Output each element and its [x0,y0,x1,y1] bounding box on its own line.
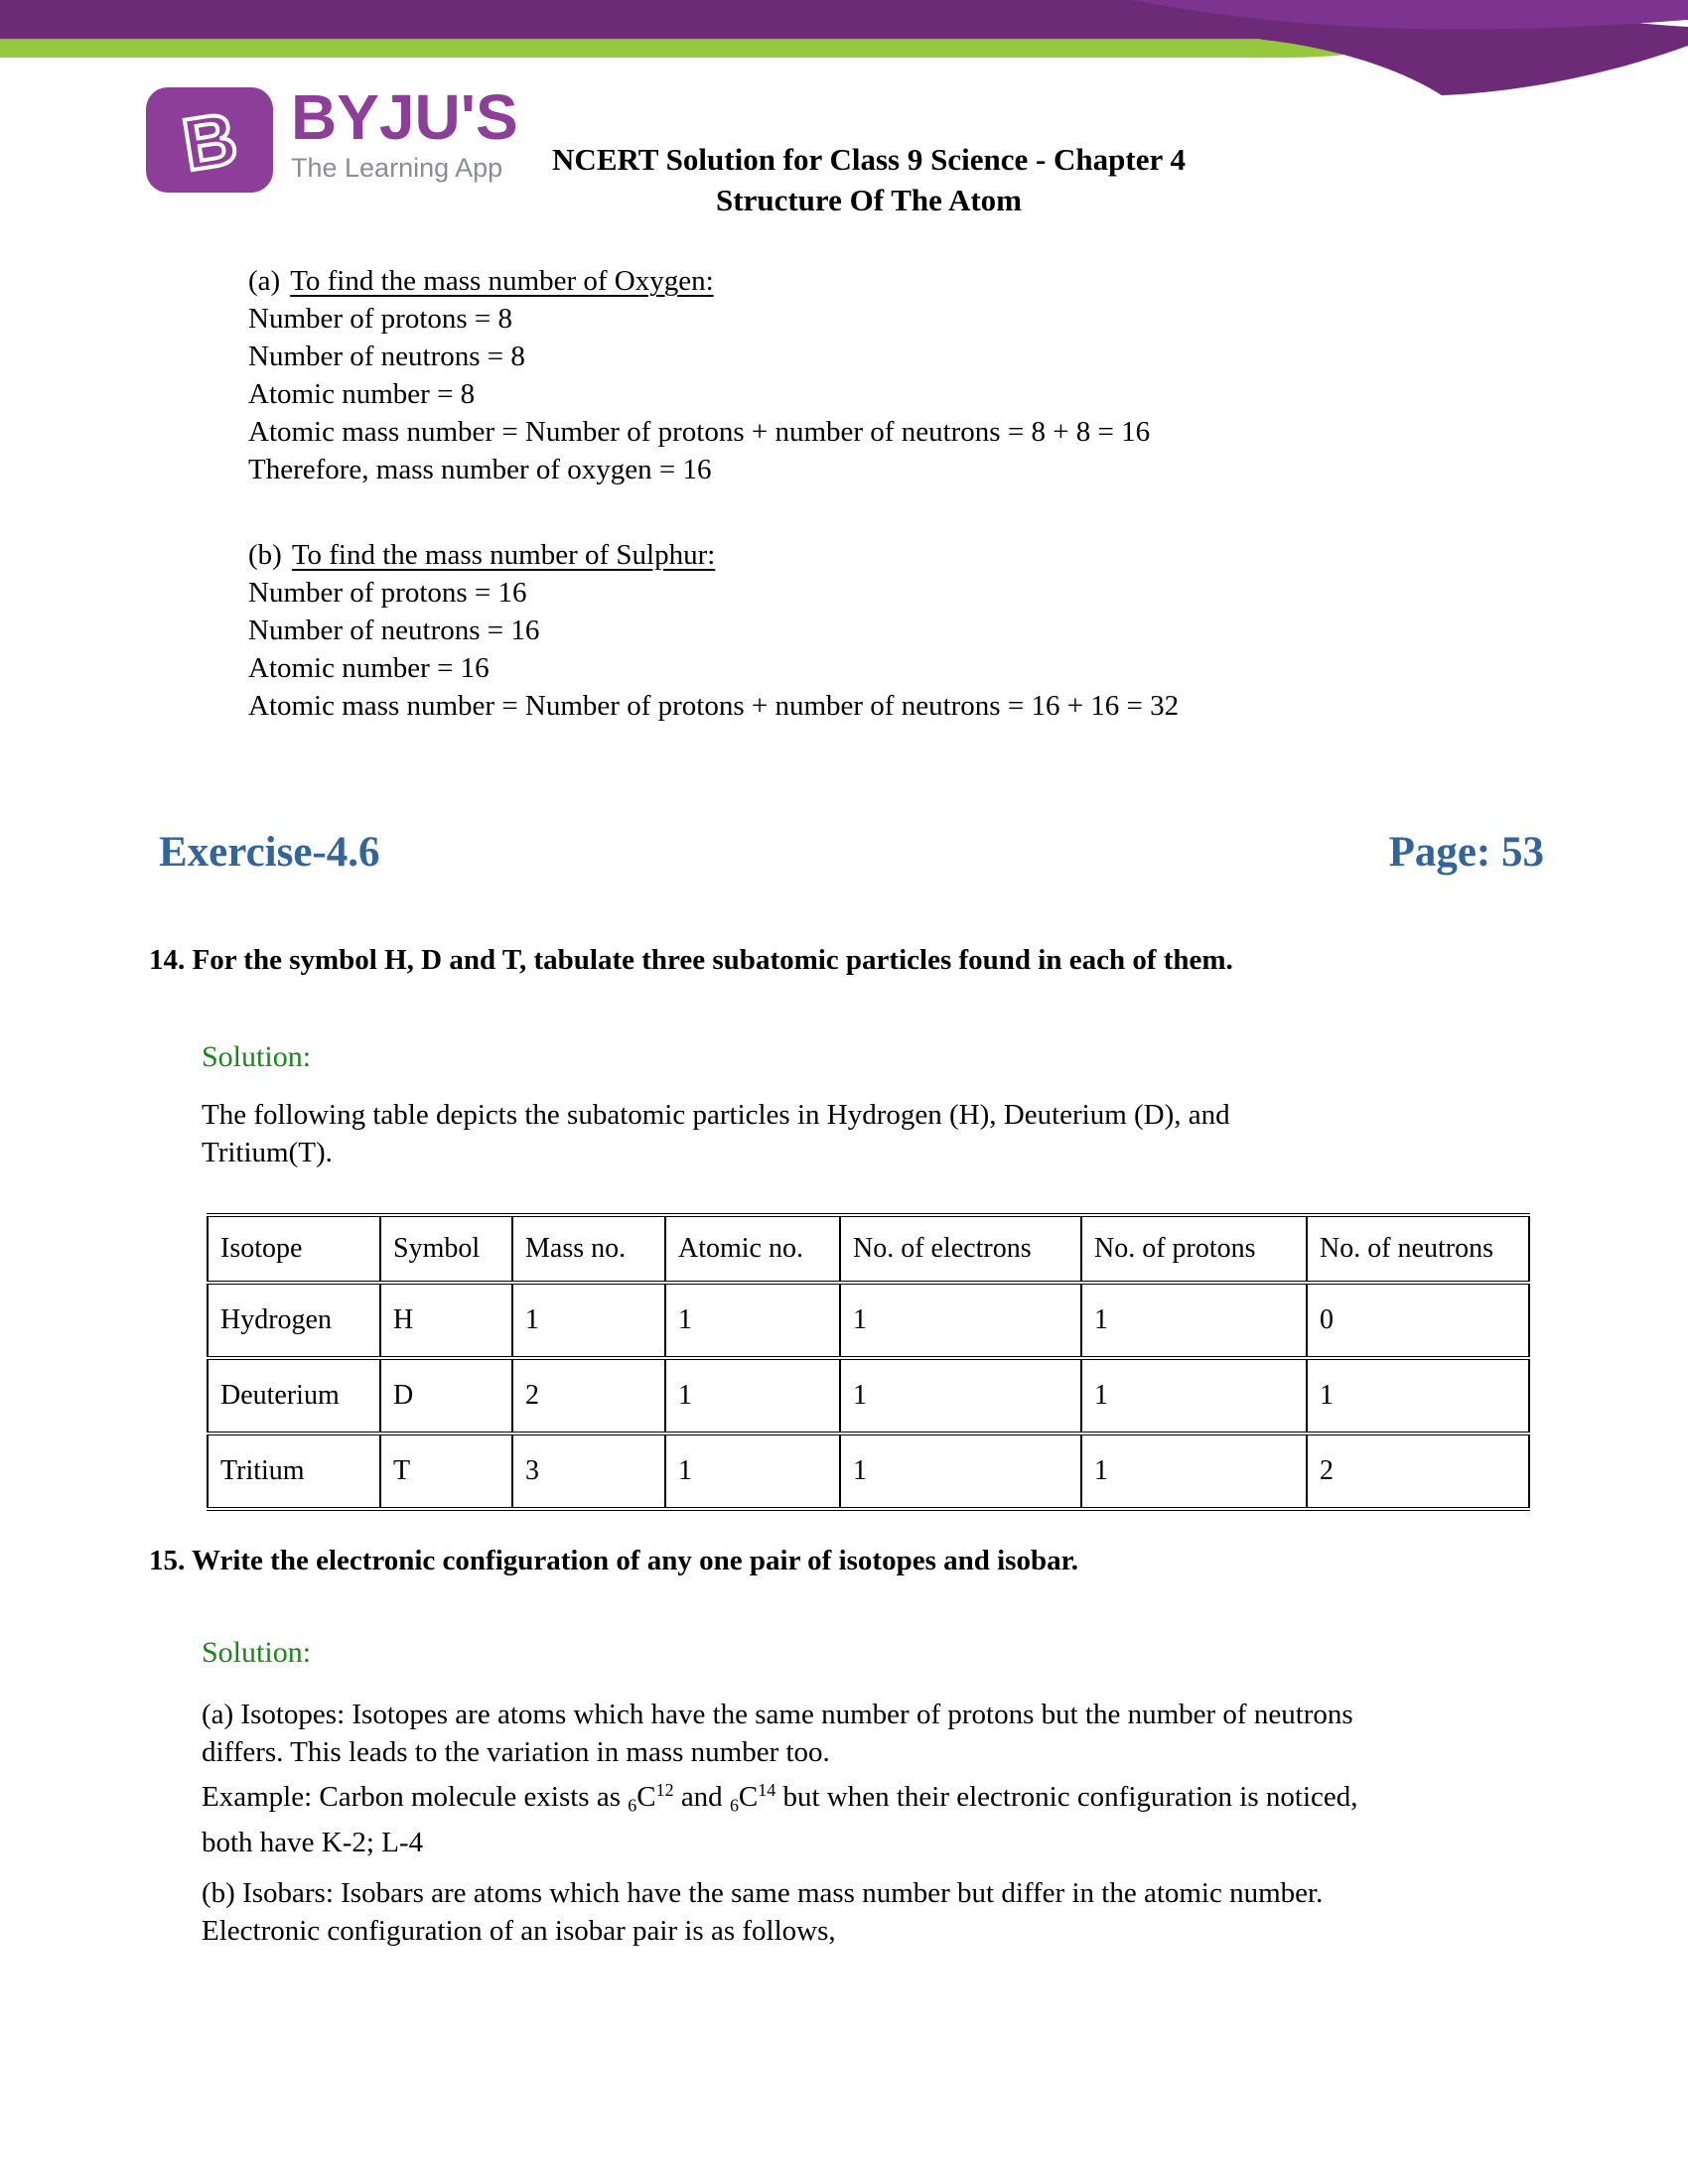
text-line: Number of neutrons = 16 [248,614,540,646]
col-header-isotope: Isotope [208,1215,380,1283]
text-line: Atomic number = 8 [248,378,476,410]
cell: 1 [1081,1433,1307,1509]
text-line: (b) Isobars: Isobars are atoms which have the same mass number but differ in the atomic number. [202,1877,1324,1909]
section-b-sulphur [248,536,1179,725]
cell: Hydrogen [208,1283,380,1358]
section-a-heading: To find the mass number of Oxygen: [290,265,714,297]
cell: 2 [512,1358,665,1433]
col-header-protons: No. of protons [1081,1215,1307,1283]
cell: T [380,1433,512,1509]
solution-label-2: Solution: [202,1636,312,1669]
title-line-2: Structure Of The Atom [716,183,1022,217]
cell: 1 [512,1283,665,1358]
isotopes-paragraph [202,1696,1358,1861]
text-line: Number of protons = 16 [248,577,527,609]
section-a-oxygen [248,262,1150,488]
section-a-label: (a) [248,265,281,297]
section-b-heading-line [248,536,1179,574]
carbon-subscript-1: 6 [628,1795,637,1816]
cell: D [380,1358,512,1433]
byjus-b-glyph: B [177,96,243,187]
text-line: Tritium(T). [202,1137,333,1168]
text-line: Atomic mass number = Number of protons + number of neutrons = 16 + 16 = 32 [248,690,1180,722]
col-header-mass-no: Mass no. [512,1215,665,1283]
cell: 1 [840,1358,1081,1433]
text-line: The following table depicts the subatomic particles in Hydrogen (H), Deuterium (D), and [202,1099,1230,1131]
table-row-tritium [208,1433,1529,1509]
section-a-heading-line [248,262,1150,300]
exercise-heading-row [159,828,1544,877]
carbon-symbol-1: C [636,1780,656,1813]
carbon-symbol-2: C [738,1780,759,1813]
section-b-label: (b) [248,539,282,571]
isotope-table [207,1213,1530,1511]
example-pre: Example: Carbon molecule exists as [202,1780,629,1813]
col-header-atomic-no: Atomic no. [665,1215,840,1283]
carbon-superscript-1: 12 [655,1780,674,1800]
title-line-1: NCERT Solution for Class 9 Science - Chapter 4 [552,142,1186,177]
text-line: differs. This leads to the variation in mass number too. [202,1736,830,1768]
logo-wordmark: BYJU'S [291,81,518,153]
isotope-table-wrap [207,1213,1530,1511]
text-line: (a) Isotopes: Isotopes are atoms which have the same number of protons but the number of neutrons [202,1699,1353,1730]
text-line: Number of neutrons = 8 [248,341,525,372]
text-line: Atomic number = 16 [248,652,490,684]
text-line: both have K-2; L-4 [202,1827,424,1859]
text-line-example [202,1771,1358,1824]
col-header-neutrons: No. of neutrons [1307,1215,1529,1283]
cell: Deuterium [208,1358,380,1433]
carbon-subscript-2: 6 [729,1795,739,1816]
cell: 2 [1307,1433,1529,1509]
table-row-hydrogen [208,1283,1529,1358]
cell: 1 [840,1433,1081,1509]
table-row-deuterium [208,1358,1529,1433]
cell: 1 [665,1283,840,1358]
cell: 1 [665,1358,840,1433]
example-post: but when their electronic configuration is noticed, [775,1780,1358,1813]
document-title [194,139,1544,220]
section-b-heading: To find the mass number of Sulphur: [291,539,716,571]
text-line: Atomic mass number = Number of protons + number of neutrons = 8 + 8 = 16 [248,416,1151,448]
cell: H [380,1283,512,1358]
solution-label-1: Solution: [202,1040,312,1073]
example-mid: and [673,1780,730,1813]
carbon-superscript-2: 14 [758,1780,776,1800]
q14-intro-paragraph [202,1096,1230,1171]
question-14: 14. For the symbol H, D and T, tabulate three subatomic particles found in each of them. [149,944,1233,976]
col-header-electrons: No. of electrons [840,1215,1081,1283]
cell: 1 [840,1283,1081,1358]
cell: 1 [1081,1283,1307,1358]
cell: Tritium [208,1433,380,1509]
cell: 1 [1081,1358,1307,1433]
exercise-title: Exercise-4.6 [159,829,380,876]
text-line: Number of protons = 8 [248,303,513,335]
text-line: Electronic configuration of an isobar pair is as follows, [202,1915,836,1947]
table-header-row [208,1215,1529,1283]
col-header-symbol: Symbol [380,1215,512,1283]
cell: 1 [1307,1358,1529,1433]
isobars-paragraph [202,1874,1323,1950]
cell: 1 [665,1433,840,1509]
page-number: Page: 53 [1388,829,1544,876]
logo-tagline: The Learning App [291,153,503,183]
cell: 3 [512,1433,665,1509]
question-15: 15. Write the electronic configuration of any one pair of isotopes and isobar. [149,1545,1079,1576]
text-line: Therefore, mass number of oxygen = 16 [248,454,712,485]
cell: 0 [1307,1283,1529,1358]
